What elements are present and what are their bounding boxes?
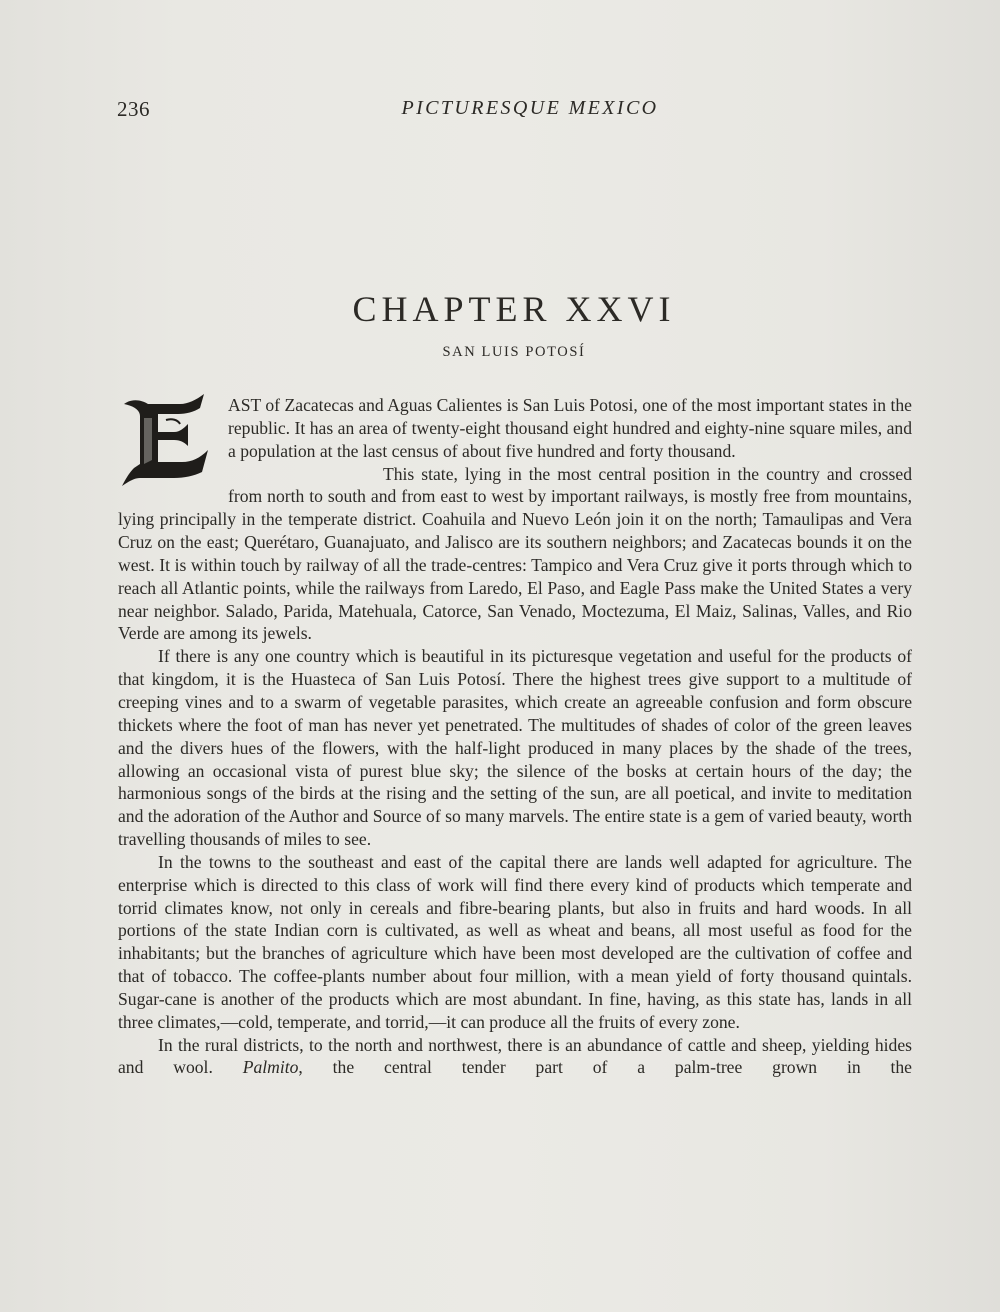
paragraph-4: In the towns to the southeast and east of the capital there are lands well adapted for agriculture. The enterprise which is directed to this class of work will find there every kind of products which temperate and torrid climates know, not only in cereals and fibre-bearing plants, but also in fruits and hard woods. In all portions of the state Indian corn is cultivated, as well as wheat and beans, all most useful as food for the inhabitants; but the branches of agriculture which have been most developed are the cultivation of coffee and that of tobacco. The coffee-plants number about four million, with a mean yield of forty thousand quintals. Sugar-cane is another of the products which are most abundant. In fine, having, as this state has, lands in all three climates,—cold, temperate, and torrid,—it can produce all the fruits of every zone. [118,851,912,1032]
paragraph-2: This state, lying in the most central position in the country and crossed from north to south and from east to west by important railways, is mostly free from mountains, lying principally in the temperate district. Coahuila and Nuevo León join it on the north; Tamaulipas and Vera Cruz on the east; Querétaro, Guanajuato, and Jalisco are its southern neighbors; and Zacatecas bounds it on the west. It is within touch by railway of all the trade-centres: Tampico and Vera Cruz give it ports through which to reach all Atlantic points, while the railways from Laredo, El Paso, and Eagle Pass make the United States a very near neighbor. Salado, Parida, Matehuala, Catorce, San Venado, Moctezuma, El Maiz, Salinas, Valles, and Rio Verde are among its jewels. [118,463,912,644]
running-head [117,97,913,127]
chapter-title: CHAPTER XXVI [352,289,676,329]
paragraph-1: AST of Zacatecas and Aguas Calientes is San Luis Potosi, one of the most important states in the republic. It has an area of twenty-eight thousand eight hundred and eighty-nine square miles, and a population at the last census of about five hundred and forty thousand. [118,394,912,463]
paragraph-5: In the rural districts, to the north and northwest, there is an abundance of cattle and sheep, yielding hides and wool. Palmito, the central tender part of a palm-tree grown in the [118,1034,912,1078]
italic-term: Palmito [242,1057,299,1078]
body-text [118,394,912,1079]
page-number: 236 [117,97,150,121]
running-title: PICTURESQUE MEXICO [401,97,659,119]
paragraph-3: If there is any one country which is beautiful in its picturesque vegetation and useful for the products of that kingdom, it is the Huasteca of San Luis Potosí. There the highest trees give support to a multitude of creeping vines and to a swarm of vegetable parasites, which create an agreeable confusion and form obscure thickets where the foot of man has never yet penetrated. The multitudes of shades of color of the green leaves and the divers hues of the flowers, with the half-light produced in many places by the shade of the trees, allowing an occasional vista of purest blue sky; the silence of the bosks at certain hours of the day; the harmonious songs of the birds at the rising and the setting of the sun, are all poetical, and invite to meditation and the adoration of the Author and Source of so many marvels. The entire state is a gem of varied beauty, worth travelling thousands of miles to see. [118,646,912,850]
chapter-subtitle: SAN LUIS POTOSÍ [442,344,586,360]
dropcap-e-icon [118,394,216,486]
